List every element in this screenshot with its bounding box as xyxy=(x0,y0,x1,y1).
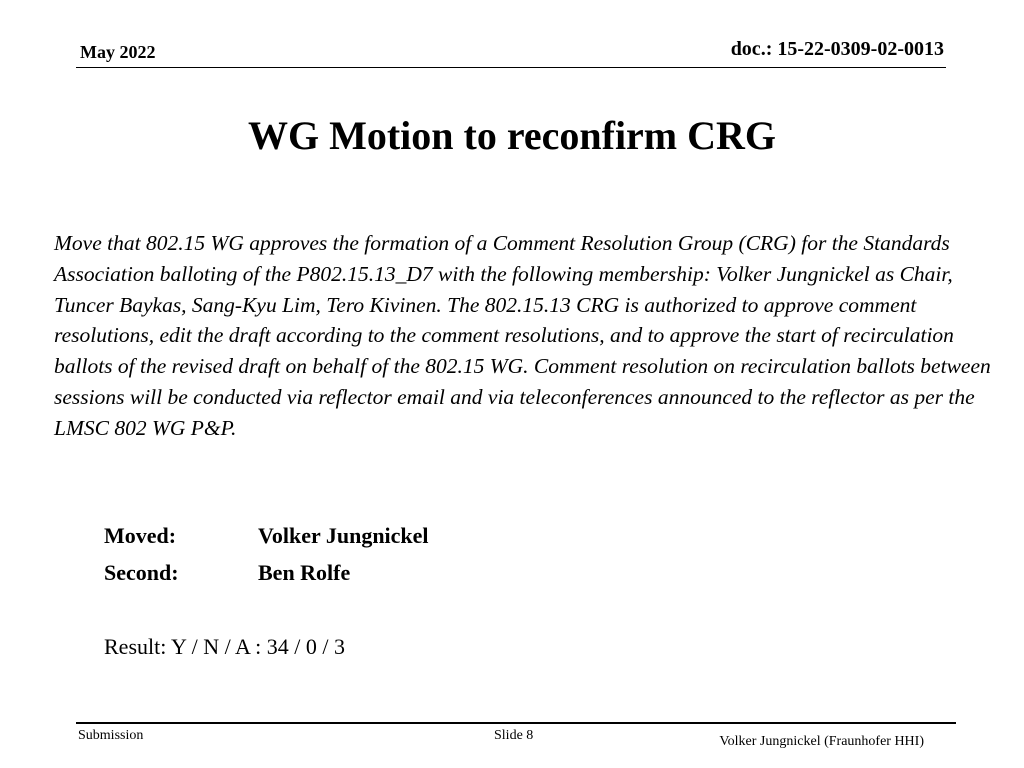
second-label: Second: xyxy=(104,560,179,585)
moved-value: Volker Jungnickel xyxy=(258,523,429,548)
header-doc-number: doc.: 15-22-0309-02-0013 xyxy=(730,38,944,60)
slide-title: WG Motion to reconfirm CRG xyxy=(247,113,777,158)
moved-row xyxy=(104,523,429,549)
motion-text: Move that 802.15 WG approves the formation of a Comment Resolution Group (CRG) for the Standards Association balloting of the P802.15.13_D7 with the following membership: Volker Jungnickel as Chair, Tuncer Baykas, Sang-Kyu Lim, Tero Kivinen. The 802.15.13 CRG is authorized to approve comment resolutions, edit the draft according to the comment resolutions, and to approve the start of recirculation ballots of the revised draft on behalf of the 802.15 WG. Comment resolution on recirculation ballots between sessions will be conducted via reflector email and via teleconferences announced to the reflector as per the LMSC 802 WG P&P. xyxy=(54,231,991,440)
header-date: May 2022 xyxy=(80,42,156,62)
second-row xyxy=(104,560,350,586)
footer-slide-number: Slide 8 xyxy=(494,728,534,743)
second-value: Ben Rolfe xyxy=(258,560,351,585)
footer-author: Volker Jungnickel (Fraunhofer HHI) xyxy=(719,734,924,749)
footer-submission: Submission xyxy=(78,728,144,743)
vote-result: Result: Y / N / A : 34 / 0 / 3 xyxy=(104,634,346,659)
moved-label: Moved: xyxy=(104,523,177,548)
footer-divider xyxy=(76,722,956,724)
header-divider xyxy=(76,67,946,68)
